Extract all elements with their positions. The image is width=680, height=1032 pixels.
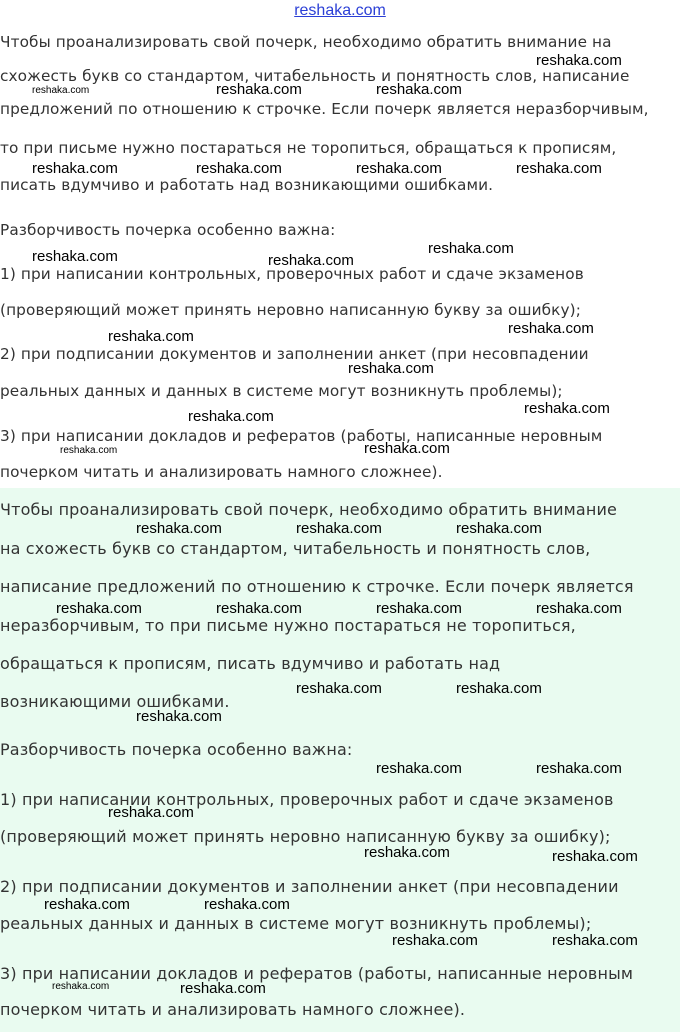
watermark: reshaka.com	[204, 896, 290, 913]
watermark: reshaka.com	[456, 680, 542, 697]
watermark: reshaka.com	[296, 520, 382, 537]
watermark: reshaka.com	[552, 848, 638, 865]
watermark: reshaka.com	[348, 360, 434, 377]
watermark: reshaka.com	[516, 160, 602, 177]
text-line: 3) при написании докладов и рефератов (работы, написанные неровным	[0, 964, 634, 983]
watermark: reshaka.com	[508, 320, 594, 337]
text-line: Чтобы проанализировать свой почерк, необходимо обратить внимание	[0, 500, 617, 519]
watermark: reshaka.com	[32, 248, 118, 265]
watermark: reshaka.com	[56, 600, 142, 617]
watermark: reshaka.com	[456, 520, 542, 537]
watermark: reshaka.com	[60, 445, 118, 456]
watermark: reshaka.com	[196, 160, 282, 177]
text-line: 2) при подписании документов и заполнении анкет (при несовпадении	[0, 345, 589, 363]
watermark: reshaka.com	[32, 160, 118, 177]
text-line: писать вдумчиво и работать над возникающими ошибками.	[0, 176, 494, 194]
watermark: reshaka.com	[108, 328, 194, 345]
watermark: reshaka.com	[188, 408, 274, 425]
text-line: реальных данных и данных в системе могут возникнуть проблемы);	[0, 914, 592, 933]
text-line: схожесть букв со стандартом, читабельность и понятность слов, написание	[0, 67, 630, 85]
watermark: reshaka.com	[108, 804, 194, 821]
watermark: reshaka.com	[524, 400, 610, 417]
page-header	[0, 0, 680, 26]
text-line: почерком читать и анализировать намного сложнее).	[0, 463, 443, 481]
watermark: reshaka.com	[296, 680, 382, 697]
watermark: reshaka.com	[552, 932, 638, 949]
watermark: reshaka.com	[268, 252, 354, 269]
watermark: reshaka.com	[136, 708, 222, 725]
text-line: почерком читать и анализировать намного сложнее).	[0, 1000, 466, 1019]
watermark: reshaka.com	[136, 520, 222, 537]
watermark: reshaka.com	[216, 600, 302, 617]
text-line: 1) при написании контрольных, проверочных работ и сдаче экзаменов	[0, 265, 584, 283]
watermark: reshaka.com	[364, 844, 450, 861]
text-line: обращаться к прописям, писать вдумчиво и работать над	[0, 654, 501, 673]
text-line: Чтобы проанализировать свой почерк, необходимо обратить внимание на	[0, 33, 612, 51]
watermark: reshaka.com	[376, 81, 462, 98]
watermark: reshaka.com	[44, 896, 130, 913]
watermark: reshaka.com	[536, 52, 622, 69]
text-line: возникающими ошибками.	[0, 692, 230, 711]
text-line: 2) при подписании документов и заполнении анкет (при несовпадении	[0, 877, 619, 896]
text-line: 3) при написании докладов и рефератов (работы, написанные неровным	[0, 427, 603, 445]
watermark: reshaka.com	[52, 981, 110, 992]
text-line: Разборчивость почерка особенно важна:	[0, 740, 353, 759]
watermark: reshaka.com	[216, 81, 302, 98]
watermark: reshaka.com	[428, 240, 514, 257]
watermark: reshaka.com	[356, 160, 442, 177]
watermark: reshaka.com	[536, 760, 622, 777]
watermark: reshaka.com	[392, 932, 478, 949]
watermark: reshaka.com	[536, 600, 622, 617]
watermark: reshaka.com	[376, 760, 462, 777]
text-line: написание предложений по отношению к строчке. Если почерк является	[0, 577, 634, 596]
text-line: (проверяющий может принять неровно написанную букву за ошибку);	[0, 301, 582, 319]
text-line: то при письме нужно постараться не торопиться, обращаться к прописям,	[0, 139, 617, 157]
watermark: reshaka.com	[180, 980, 266, 997]
watermark: reshaka.com	[364, 440, 450, 457]
text-line: реальных данных и данных в системе могут возникнуть проблемы);	[0, 382, 563, 400]
text-line: неразборчивым, то при письме нужно постараться не торопиться,	[0, 616, 576, 635]
watermark: reshaka.com	[376, 600, 462, 617]
text-line: на схожесть букв со стандартом, читабельность и понятность слов,	[0, 539, 591, 558]
text-line: (проверяющий может принять неровно написанную букву за ошибку);	[0, 827, 611, 846]
site-link[interactable]: reshaka.com	[294, 2, 386, 19]
text-line: 1) при написании контрольных, проверочных работ и сдаче экзаменов	[0, 790, 614, 809]
text-line: предложений по отношению к строчке. Если почерк является неразборчивым,	[0, 100, 649, 118]
text-line: Разборчивость почерка особенно важна:	[0, 221, 336, 239]
watermark: reshaka.com	[32, 85, 90, 96]
